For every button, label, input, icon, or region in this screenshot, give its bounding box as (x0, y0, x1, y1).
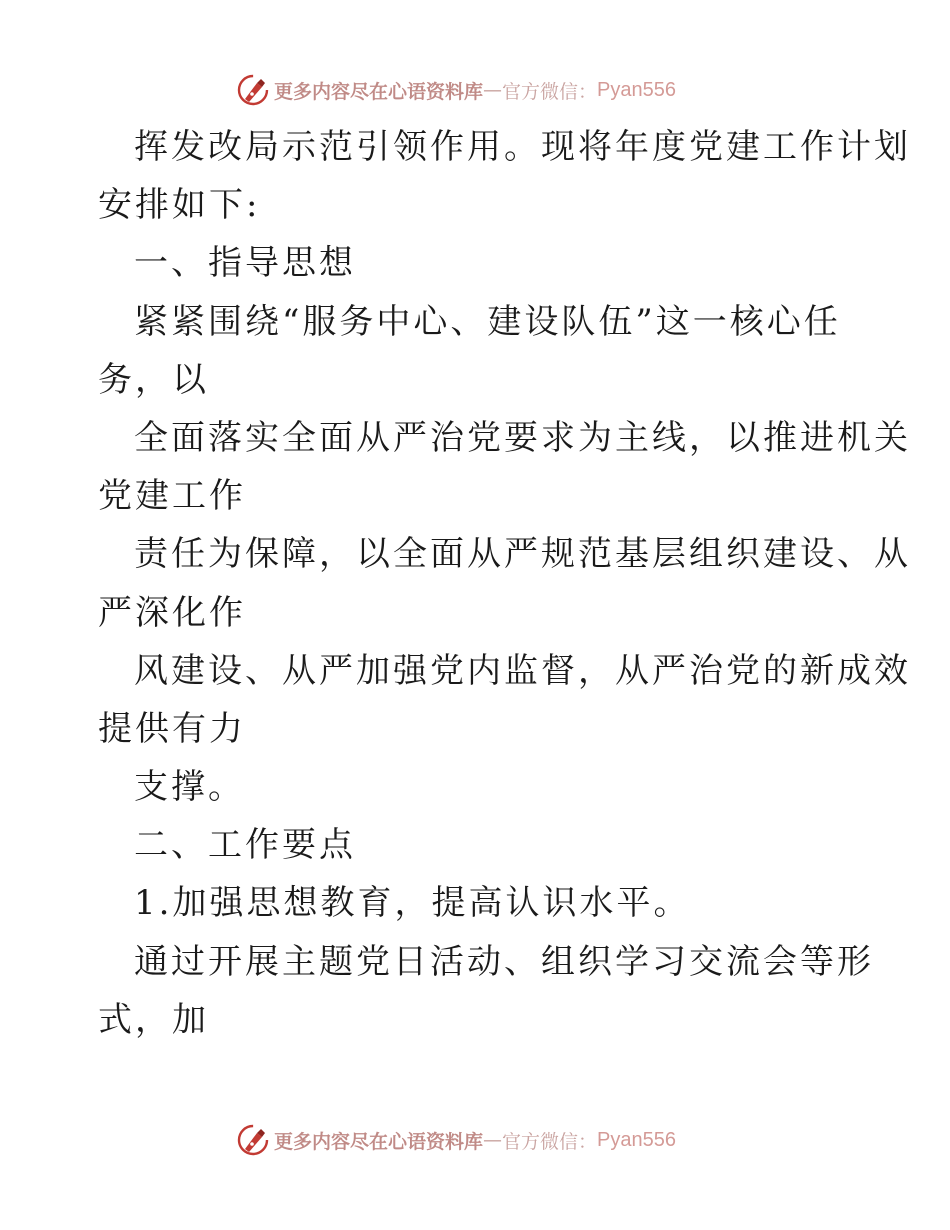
text-line: 二、工作要点 (134, 825, 356, 866)
document-body (98, 118, 911, 1049)
text-line: 式，加 (98, 999, 209, 1040)
pen-nib-logo-icon (236, 73, 270, 107)
text-line: 全面落实全面从严治党要求为主线，以推进机关 (134, 417, 911, 458)
text-line: 紧紧围绕“服务中心、建设队伍”这一核心任 (134, 301, 841, 342)
text-line: 安排如下: (98, 185, 261, 226)
text-line: 一、指导思想 (134, 243, 356, 284)
banner-wechat-label: 官方微信： (502, 1130, 598, 1153)
text-line: 务，以 (98, 359, 209, 400)
text-line: 风建设、从严加强党内监督，从严治党的新成效 (134, 650, 911, 691)
banner-dash: — (483, 1129, 503, 1151)
banner-wechat-id: Pyan556 (597, 78, 676, 101)
text-line: 提供有力 (98, 708, 246, 749)
banner-dash: — (483, 79, 503, 101)
banner-title: 更多内容尽在心语资料库 (274, 80, 484, 103)
text-line: 挥发改局示范引领作用。现将年度党建工作计划 (134, 127, 911, 167)
banner-wechat-id: Pyan556 (597, 1128, 676, 1151)
banner-wechat-label: 官方微信： (502, 80, 598, 103)
text-line: 党建工作 (98, 476, 246, 517)
footer-banner (236, 1122, 756, 1158)
text-line: 支撑。 (134, 767, 245, 808)
text-line: 通过开展主题党日活动、组织学习交流会等形 (134, 941, 874, 982)
text-line: 严深化作 (98, 592, 246, 633)
text-line: 1.加强思想教育，提高认识水平。 (134, 883, 691, 924)
pen-nib-logo-icon (236, 1123, 270, 1157)
header-banner (236, 72, 756, 108)
banner-title: 更多内容尽在心语资料库 (274, 1130, 484, 1153)
text-line: 责任为保障，以全面从严规范基层组织建设、从 (134, 534, 911, 575)
